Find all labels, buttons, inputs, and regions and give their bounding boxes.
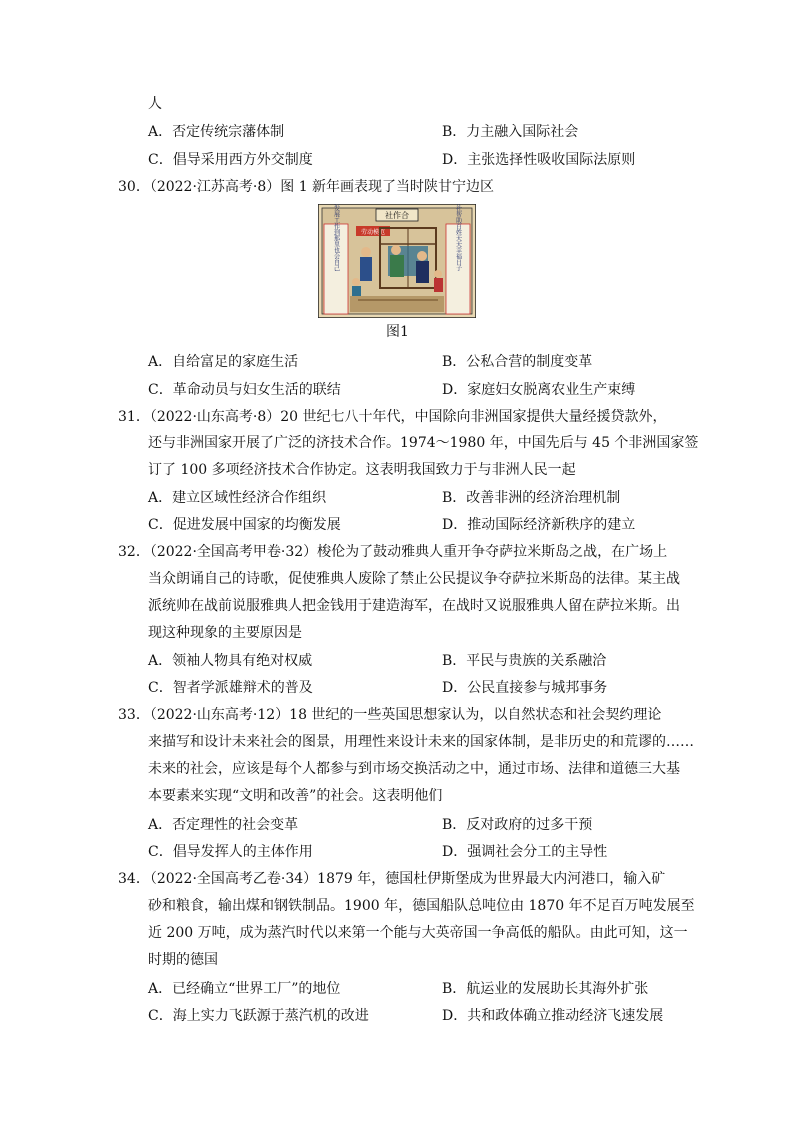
q29-option-d[interactable]: D．主张选择性吸收国际法原则	[442, 152, 636, 168]
painting-inner-sign: 劳动模范	[360, 229, 386, 236]
q31-option-b[interactable]: B．改善非洲的经济治理机制	[442, 490, 621, 506]
q32-stem-line-2: 当众朗诵自己的诗歌，促使雅典人废除了禁止公民提议争夺萨拉米斯岛的法律。某主战	[148, 571, 680, 587]
q29-option-c[interactable]: C．倡导采用西方外交制度	[148, 152, 313, 168]
q32-option-d[interactable]: D．公民直接参与城邦事务	[442, 680, 608, 696]
q29-stem-tail: 人	[148, 96, 162, 112]
q32-stem-line-4: 现这种现象的主要原因是	[148, 625, 302, 641]
q31-option-a[interactable]: A．建立区域性经济合作组织	[148, 490, 327, 506]
q29-option-a[interactable]: A．否定传统宗藩体制	[148, 124, 285, 140]
painting-image	[318, 204, 476, 318]
q33-option-a[interactable]: A．否定理性的社会变革	[148, 817, 299, 833]
q30-option-b[interactable]: B．公私合营的制度变革	[442, 354, 593, 370]
q32-stem-line-1: 32．（2022·全国高考甲卷·32）梭伦为了鼓动雅典人重开争夺萨拉米斯岛之战，在广场上	[118, 544, 668, 560]
q32-option-c[interactable]: C．智者学派雄辩术的普及	[148, 680, 313, 696]
new-year-painting-figure	[318, 204, 476, 318]
q33-stem-line-1: 33．（2022·山东高考·12）18 世纪的一些英国思想家认为，以自然状态和社会契约理论	[118, 707, 662, 723]
q31-stem-line-1: 31．（2022·山东高考·8）20 世纪七八十年代，中国除向非洲国家提供大量经援贷款外，	[118, 409, 667, 425]
painting-sign-top: 社作合	[385, 211, 409, 220]
q30-option-a[interactable]: A．自给富足的家庭生活	[148, 354, 299, 370]
q29-option-b[interactable]: B．力主融入国际社会	[442, 124, 579, 140]
q30-option-d[interactable]: D．家庭妇女脱离农业生产束缚	[442, 382, 636, 398]
q32-option-a[interactable]: A．领袖人物具有绝对权威	[148, 653, 313, 669]
q30-option-c[interactable]: C．革命动员与妇女生活的联结	[148, 382, 341, 398]
q33-option-b[interactable]: B．反对政府的过多干预	[442, 817, 593, 833]
q33-stem-line-4: 本要素来实现“文明和改善”的社会。这表明他们	[148, 788, 443, 804]
q30-stem: 30．（2022·江苏高考·8）图 1 新年画表现了当时陕甘宁边区	[118, 179, 495, 195]
q34-stem-line-2: 砂和粮食，输出煤和钢铁制品。1900 年，德国船队总吨位由 1870 年不足百万吨发展至	[148, 898, 695, 914]
q33-stem-line-2: 来描写和设计未来社会的图景，用理性来设计未来的国家体制，是非历史的和荒谬的……	[148, 734, 694, 750]
q34-stem-line-1: 34．（2022·全国高考乙卷·34）1879 年，德国杜伊斯堡成为世界最大内河港口，输入矿	[118, 871, 666, 887]
q31-option-c[interactable]: C．促进发展中国家的均衡发展	[148, 517, 341, 533]
q33-option-c[interactable]: C．倡导发挥人的主体作用	[148, 844, 313, 860]
q34-stem-line-4: 时期的德国	[148, 952, 218, 968]
q33-option-d[interactable]: D．强调社会分工的主导性	[442, 844, 608, 860]
q32-stem-line-3: 派统帅在战前说服雅典人把金钱用于建造海军，在战时又说服雅典人留在萨拉米斯。出	[148, 598, 680, 614]
q31-stem-line-2: 还与非洲国家开展了广泛的济技术合作。1974～1980 年，中国先后与 45 个非洲国家签	[148, 435, 699, 451]
q34-option-b[interactable]: B．航运业的发展助长其海外扩张	[442, 981, 649, 997]
q34-option-d[interactable]: D．共和政体确立推动经济飞速发展	[442, 1008, 664, 1024]
q30-figure-caption: 图1	[386, 324, 409, 340]
painting-left-banner: 妇女发展工作到那里也会自己	[332, 204, 340, 271]
painting-right-banner: 合作社帮助百姓天天幸福日子	[454, 204, 462, 271]
q34-option-c[interactable]: C．海上实力飞跃源于蒸汽机的改进	[148, 1008, 369, 1024]
q32-option-b[interactable]: B．平民与贵族的关系融洽	[442, 653, 607, 669]
q31-stem-line-3: 订了 100 多项经济技术合作协定。这表明我国致力于与非洲人民一起	[148, 462, 576, 478]
q34-stem-line-3: 近 200 万吨，成为蒸汽时代以来第一个能与大英帝国一争高低的船队。由此可知，这一	[148, 925, 688, 941]
q33-stem-line-3: 未来的社会，应该是每个人都参与到市场交换活动之中，通过市场、法律和道德三大基	[148, 761, 680, 777]
q31-option-d[interactable]: D．推动国际经济新秩序的建立	[442, 517, 636, 533]
q34-option-a[interactable]: A．已经确立“世界工厂”的地位	[148, 981, 341, 997]
